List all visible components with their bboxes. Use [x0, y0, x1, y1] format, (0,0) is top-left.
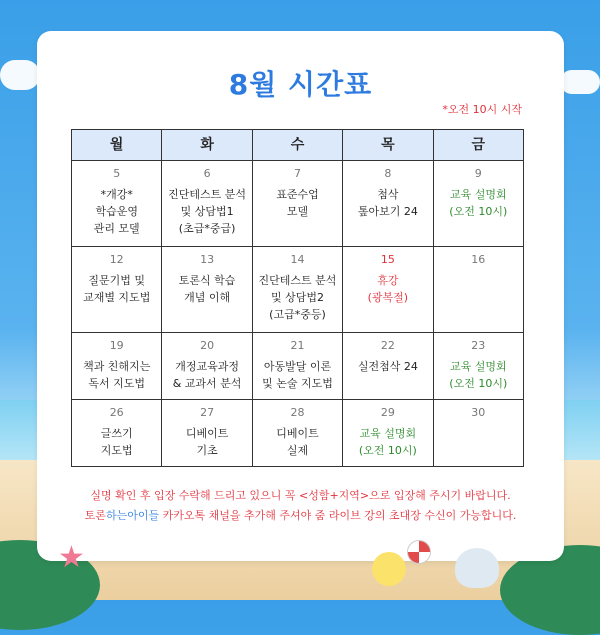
notice-line-2	[37, 506, 564, 526]
day-number: 30	[471, 405, 486, 419]
day-cell	[343, 332, 433, 399]
day-number: 28	[290, 405, 305, 419]
class-text: 개정교육과정 & 교과서 분석	[172, 359, 242, 390]
day-cell	[433, 332, 523, 399]
day-cell	[343, 246, 433, 332]
class-text: 질문기법 및 교재별 지도법	[83, 273, 151, 304]
day-cell	[433, 399, 523, 466]
channel-name: 하는아이들	[105, 509, 160, 522]
week-row	[72, 332, 524, 399]
day-number: 20	[200, 338, 215, 352]
notice-suffix: 카카오톡 채널을 추가해 주셔야 줌 라이브 강의 초대장 수신이 가능합니다.	[159, 509, 517, 522]
class-text: 교육 설명회 (오전 10시)	[449, 359, 508, 390]
day-number: 26	[109, 405, 124, 419]
page-title: 8월 시간표	[228, 68, 373, 101]
class-text: 휴강 (광복절)	[367, 273, 409, 304]
cloud	[0, 60, 40, 90]
notice-footer	[37, 486, 564, 526]
class-text: 표준수업 모델	[276, 188, 319, 218]
week-row	[72, 399, 524, 466]
day-cell	[162, 246, 252, 332]
day-cell	[162, 332, 252, 399]
notice-line-1: 실명 확인 후 입장 수락해 드리고 있으니 꼭 <성함+지역>으로 입장해 주시기 바랍니다.	[90, 489, 511, 502]
day-cell	[252, 246, 342, 332]
day-cell	[433, 246, 523, 332]
class-text: 실전첨삭 24	[357, 359, 418, 373]
header-tuesday: 화	[162, 130, 252, 161]
class-text: *개강* 학습운영 관리 모델	[93, 188, 140, 235]
week-row	[72, 161, 524, 247]
class-text: 글쓰기 지도법	[100, 426, 133, 457]
day-number: 22	[380, 338, 395, 352]
class-text: 진단테스트 분석 및 상담법1 (초급*중급)	[168, 188, 247, 235]
chick-character	[372, 552, 406, 586]
day-number: 5	[113, 167, 121, 180]
class-text: 교육 설명회 (오전 10시)	[449, 188, 508, 218]
day-number: 19	[109, 338, 124, 352]
day-cell	[72, 399, 162, 466]
day-cell	[162, 399, 252, 466]
cloud	[560, 70, 600, 94]
class-text: 아동발달 이론 및 논술 지도법	[262, 359, 333, 390]
class-text: 디베이트 기초	[185, 426, 229, 457]
day-cell	[72, 332, 162, 399]
start-time-note: *오전 10시 시작	[442, 103, 522, 116]
day-number: 23	[471, 338, 486, 352]
day-cell	[72, 246, 162, 332]
schedule-table	[71, 129, 524, 467]
day-number: 16	[471, 252, 486, 266]
day-cell	[252, 399, 342, 466]
day-cell	[343, 399, 433, 466]
day-cell	[162, 161, 252, 247]
day-cell	[72, 161, 162, 247]
schedule-card	[37, 31, 564, 561]
class-text	[434, 268, 523, 272]
day-number: 15	[380, 252, 395, 266]
day-number: 8	[384, 167, 392, 180]
notice-prefix: 토론	[84, 509, 106, 522]
day-number: 27	[200, 405, 215, 419]
class-text: 첨삭 톺아보기 24	[357, 188, 418, 218]
day-cell	[252, 161, 342, 247]
day-number: 13	[200, 252, 215, 266]
seal-character	[455, 548, 499, 588]
class-text: 진단테스트 분석 및 상담법2 (고급*중등)	[258, 273, 337, 321]
day-cell	[433, 161, 523, 247]
day-number: 7	[293, 167, 301, 180]
class-text: 책과 친해지는 독서 지도법	[83, 359, 151, 390]
starfish-icon: ★	[58, 540, 85, 575]
day-number: 29	[380, 405, 395, 419]
class-text: 디베이트 실제	[276, 426, 319, 457]
class-text	[434, 421, 523, 425]
day-number: 6	[203, 167, 211, 180]
header-friday: 금	[433, 130, 523, 161]
header-thursday: 목	[343, 130, 433, 161]
class-text: 토론식 학습 개념 이해	[178, 273, 236, 304]
day-number: 21	[290, 338, 305, 352]
header-wednesday: 수	[252, 130, 342, 161]
day-number: 12	[109, 252, 124, 266]
day-cell	[252, 332, 342, 399]
day-number: 9	[474, 167, 482, 180]
week-row	[72, 246, 524, 332]
day-number: 14	[290, 252, 305, 266]
header-row	[72, 130, 524, 161]
day-cell	[343, 161, 433, 247]
header-monday: 월	[72, 130, 162, 161]
class-text: 교육 설명회 (오전 10시)	[358, 426, 417, 457]
beach-ball-icon	[407, 540, 431, 564]
